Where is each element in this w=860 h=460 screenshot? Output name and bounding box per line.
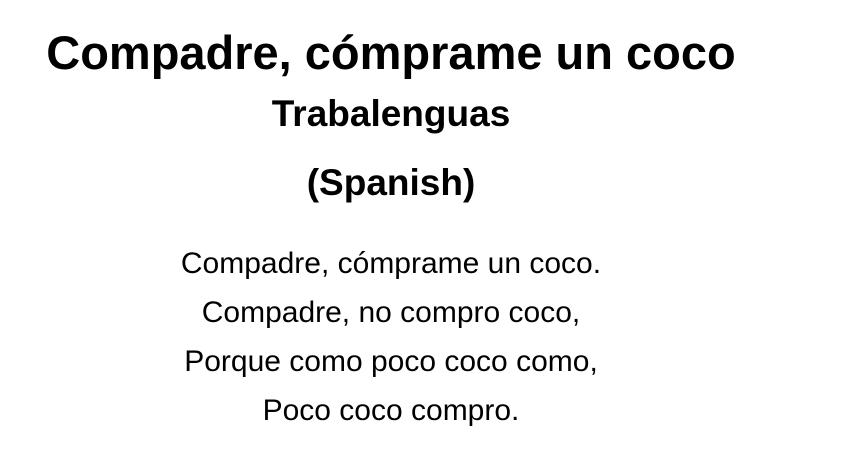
verse <box>0 239 782 435</box>
verse-line: Porque como poco coco como, <box>184 345 598 378</box>
verse-line: Compadre, no compro coco, <box>201 296 581 329</box>
language-label: (Spanish) <box>306 162 476 203</box>
page-subtitle: Trabalenguas <box>271 93 511 134</box>
verse-line: Compadre, cómprame un coco. <box>180 247 602 280</box>
page-title: Compadre, cómprame un coco <box>46 26 736 79</box>
verse-line: Poco coco compro. <box>262 394 520 427</box>
